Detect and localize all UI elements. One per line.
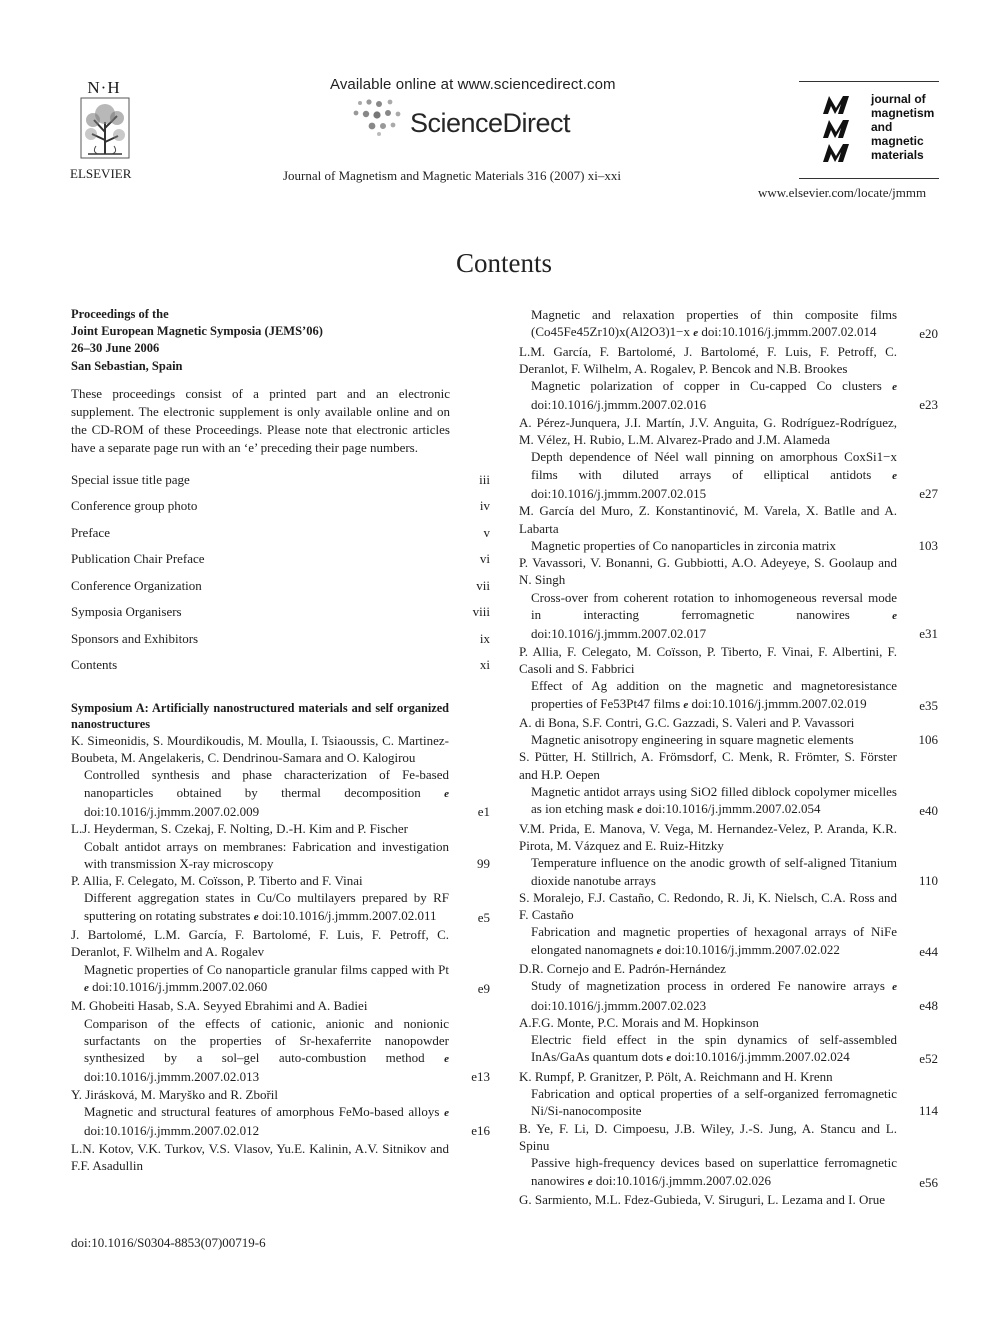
- proceedings-intro: These proceedings consist of a printed part and an electronic supplement. The electronic supplement is only available online and on the CD-ROM of these Proceedings. Please note that electronic articles have a separate page run with an ‘e’ preceding their page numbers.: [71, 385, 450, 455]
- entry-authors: A. Pérez-Junquera, J.I. Martín, J.V. Anguita, G. Rodríguez-Rodríguez, M. Vélez, H. Rubio, L.M. Alvarez-Prado and J.M. Alameda: [519, 414, 897, 448]
- jmmm-m-glyphs-icon: [819, 94, 867, 166]
- entry-title: Electric field effect in the spin dynamics of self-assembled InAs/GaAs quantum dots: [531, 1032, 897, 1065]
- entry-page-number: e35: [919, 697, 938, 713]
- entry-authors: M. Ghobeiti Hasab, S.A. Seyyed Ebrahimi and A. Badiei: [71, 998, 368, 1014]
- entry-title-block: [71, 838, 449, 873]
- electronic-article-icon: e: [892, 469, 897, 482]
- entry-authors: K. Simeonidis, S. Mourdikoudis, M. Moulla, I. Tsiaoussis, C. Martinez-Boubeta, M. Angelakeris, C. Dendrinou-Samara and O. Kalogirou: [71, 732, 449, 766]
- entry-doi-link[interactable]: doi:10.1016/j.jmmm.2007.02.012: [84, 1123, 260, 1139]
- front-matter-row[interactable]: [71, 577, 490, 604]
- entry-title: Fabrication and magnetic properties of hexagonal arrays of NiFe elongated nanomagnets: [531, 924, 897, 957]
- entry-title-block: [71, 961, 449, 998]
- entry-doi-link[interactable]: doi:10.1016/j.jmmm.2007.02.013: [84, 1069, 260, 1085]
- entry-title-block: [519, 1031, 897, 1068]
- entry-page-number: 114: [918, 1103, 938, 1119]
- jmmm-logo-line-3: and: [871, 120, 893, 134]
- entry-authors: P. Allia, F. Celegato, M. Coïsson, P. Tiberto, F. Vinai, F. Albertini, F. Casoli and S. Fabbrici: [519, 643, 897, 676]
- entry-page-number: e44: [919, 943, 938, 959]
- proceedings-heading-line: San Sebastian, Spain: [71, 358, 183, 373]
- entry-title-block: [519, 1085, 897, 1120]
- front-matter-list: [71, 471, 491, 683]
- entry-authors: L.N. Kotov, V.K. Turkov, V.S. Vlasov, Yu.E. Kalinin, A.V. Sitnikov and F.F. Asadullin: [71, 1140, 449, 1173]
- toc-entry[interactable]: [519, 889, 938, 960]
- entry-doi-link[interactable]: doi:10.1016/j.jmmm.2007.02.019: [691, 695, 867, 711]
- entry-title: Magnetic properties of Co nanoparticle granular films capped with Pt: [84, 961, 449, 977]
- entry-title: Temperature influence on the anodic growth of self-aligned Titanium dioxide nanotube arrays: [531, 855, 897, 888]
- electronic-article-icon: e: [637, 804, 643, 817]
- electronic-article-icon: e: [892, 381, 898, 394]
- entry-title-block: [519, 783, 897, 820]
- entry-page-number: 103: [918, 537, 938, 553]
- journal-logo-bottom-rule: [799, 178, 939, 179]
- front-matter-row[interactable]: [71, 524, 490, 551]
- entry-page-number: e52: [919, 1051, 938, 1067]
- entry-authors: D.R. Cornejo and E. Padrón-Hernández: [519, 960, 726, 976]
- electronic-article-icon: e: [444, 787, 449, 800]
- sciencedirect-wordmark: ScienceDirect: [410, 108, 571, 138]
- entry-page-number: e13: [471, 1069, 490, 1085]
- front-matter-title: Preface: [71, 524, 110, 540]
- entry-doi-link[interactable]: doi:10.1016/j.jmmm.2007.02.026: [595, 1172, 771, 1188]
- entry-title: Controlled synthesis and phase characterization of Fe-based nanoparticles obtained by thermal decomposition: [84, 767, 449, 800]
- front-matter-page: vii: [476, 577, 490, 593]
- entry-authors: Y. Jirásková, M. Maryško and R. Zbořil: [71, 1086, 279, 1102]
- entry-title: Magnetic properties of Co nanoparticles in zirconia matrix: [531, 537, 837, 553]
- front-matter-page: viii: [472, 604, 490, 620]
- proceedings-heading-line: Proceedings of the: [71, 307, 169, 321]
- entry-authors: L.M. García, F. Bartolomé, J. Bartolomé, F. Luis, F. Petroff, C. Deranlot, F. Wilhelm, A. Rogalev, P. Bencok and N.B. Brookes: [519, 343, 897, 376]
- entry-title: Magnetic polarization of copper in Cu-capped Co clusters: [531, 378, 882, 394]
- entry-title-block: [519, 377, 897, 414]
- entry-title-block: [519, 537, 897, 554]
- entry-authors: G. Sarmiento, M.L. Fdez-Gubieda, V. Siruguri, L. Lezama and I. Orue: [519, 1191, 885, 1207]
- electronic-article-icon: e: [444, 1053, 450, 1066]
- toc-entry[interactable]: [71, 872, 490, 926]
- right-column: [519, 306, 939, 1208]
- front-matter-title: Sponsors and Exhibitors: [71, 630, 199, 646]
- entry-title: Fabrication and optical properties of a self-organized ferromagnetic Ni/Si-nanocomposite: [531, 1086, 897, 1119]
- entry-page-number: e31: [919, 626, 938, 642]
- toc-entry[interactable]: [519, 1014, 938, 1068]
- entry-doi-link[interactable]: doi:10.1016/j.jmmm.2007.02.023: [531, 997, 707, 1013]
- entry-page-number: e16: [471, 1123, 490, 1139]
- entry-authors: L.J. Heyderman, S. Czekaj, F. Nolting, D.-H. Kim and P. Fischer: [71, 821, 408, 837]
- north-holland-mark: N·H: [87, 78, 121, 97]
- front-matter-title: Conference group photo: [71, 498, 198, 514]
- entry-authors: B. Ye, F. Li, D. Cimpoesu, J.B. Wiley, J.-S. Jung, A. Stancu and L. Spinu: [519, 1120, 897, 1153]
- jmmm-logo-line-5: materials: [871, 148, 924, 162]
- toc-entry[interactable]: [519, 643, 938, 714]
- proceedings-heading-line: 26–30 June 2006: [71, 341, 160, 356]
- toc-entry[interactable]: [519, 960, 938, 1014]
- entry-authors: M. García del Muro, Z. Konstantinović, M. Varela, X. Batlle and A. Labarta: [519, 503, 897, 536]
- entry-doi-link[interactable]: doi:10.1016/j.jmmm.2007.02.015: [531, 485, 707, 501]
- entry-title-block: [71, 1103, 449, 1140]
- electronic-article-icon: e: [892, 610, 898, 623]
- electronic-article-icon: e: [892, 981, 898, 994]
- front-matter-row[interactable]: [71, 603, 490, 630]
- proceedings-heading-line: Joint European Magnetic Symposia (JEMS’06): [71, 324, 323, 339]
- toc-entry[interactable]: [519, 714, 938, 749]
- entry-authors: K. Rumpf, P. Granitzer, P. Pölt, A. Reichmann and H. Krenn: [519, 1068, 833, 1084]
- entry-page-number: e23: [919, 397, 938, 413]
- entry-doi-link[interactable]: doi:10.1016/j.jmmm.2007.02.017: [531, 626, 707, 642]
- electronic-article-icon: e: [656, 944, 662, 957]
- entry-title-block: [71, 766, 449, 820]
- toc-entry[interactable]: [519, 343, 938, 414]
- electronic-article-icon: e: [444, 1107, 449, 1120]
- toc-entry[interactable]: [519, 306, 938, 343]
- toc-entry[interactable]: [519, 1191, 938, 1208]
- entry-title-block: [519, 448, 897, 502]
- toc-entry[interactable]: [519, 820, 938, 889]
- elsevier-tree-icon: [80, 96, 130, 160]
- front-matter-title: Contents: [71, 657, 118, 673]
- journal-citation: Journal of Magnetism and Magnetic Materials 316 (2007) xi–xxi: [283, 168, 621, 183]
- toc-entry[interactable]: [71, 1086, 490, 1140]
- jmmm-logo-line-4: magnetic: [871, 134, 924, 148]
- jmmm-logo-line-1: journal of: [871, 92, 926, 106]
- entry-title: Depth dependence of Néel wall pinning on amorphous CoxSi1−x films with diluted arrays of elliptical antidots: [531, 449, 897, 482]
- proceedings-heading: [71, 306, 491, 375]
- entry-page-number: e48: [919, 997, 938, 1013]
- left-entry-list: [71, 732, 491, 1174]
- journal-url-link[interactable]: www.elsevier.com/locate/jmmm: [758, 185, 927, 200]
- front-matter-page: iv: [479, 498, 490, 514]
- entry-authors: J. Bartolomé, L.M. García, F. Bartolomé, F. Luis, F. Petroff, C. Deranlot, F. Wilhelm and A. Rogalev: [71, 927, 449, 960]
- entry-page-number: e20: [919, 326, 938, 342]
- entry-page-number: e9: [477, 980, 490, 996]
- entry-page-number: e56: [919, 1174, 938, 1190]
- electronic-article-icon: e: [693, 327, 699, 340]
- entry-doi-link[interactable]: doi:10.1016/j.jmmm.2007.02.009: [84, 804, 260, 819]
- entry-doi-link[interactable]: doi:10.1016/j.jmmm.2007.02.016: [531, 397, 707, 413]
- toc-entry[interactable]: [519, 414, 938, 502]
- entry-authors: S. Pütter, H. Stillrich, A. Frömsdorf, C. Menk, R. Frömter, S. Förster and H.P. Oepen: [519, 749, 897, 782]
- entry-page-number: 106: [918, 732, 938, 748]
- entry-title: Magnetic anisotropy engineering in square magnetic elements: [531, 732, 854, 748]
- page-title: Contents: [455, 248, 552, 278]
- entry-title: Cobalt antidot arrays on membranes: Fabrication and investigation with transmission X-ray microscopy: [84, 838, 449, 871]
- entry-page-number: e27: [919, 485, 938, 501]
- front-matter-page: xi: [479, 657, 490, 673]
- electronic-article-icon: e: [666, 1052, 672, 1065]
- front-matter-row[interactable]: [71, 656, 490, 683]
- entry-authors: V.M. Prida, E. Manova, V. Vega, M. Hernandez-Velez, P. Aranda, K.R. Pirota, M. Vázquez and E. Ruiz-Hitzky: [519, 820, 897, 853]
- electronic-article-icon: e: [84, 981, 89, 994]
- entry-page-number: e1: [477, 804, 490, 819]
- toc-entry[interactable]: [519, 748, 938, 819]
- entry-title-block: [519, 923, 897, 960]
- entry-doi-link[interactable]: doi:10.1016/j.jmmm.2007.02.054: [645, 801, 821, 817]
- toc-entry[interactable]: [71, 1140, 490, 1175]
- entry-authors: P. Vavassori, V. Bonanni, G. Gubbiotti, A.O. Adeyeye, S. Goolaup and N. Singh: [519, 555, 897, 588]
- entry-doi-link[interactable]: doi:10.1016/j.jmmm.2007.02.024: [674, 1049, 850, 1065]
- toc-entry[interactable]: [519, 1120, 938, 1191]
- right-entry-list: [519, 306, 939, 1208]
- available-online-text: Available online at www.sciencedirect.com: [330, 76, 616, 93]
- front-matter-row[interactable]: [71, 471, 490, 498]
- entry-page-number: 99: [477, 855, 490, 871]
- entry-page-number: e5: [477, 909, 490, 925]
- front-matter-title: Publication Chair Preface: [71, 551, 205, 567]
- entry-title-block: [519, 977, 897, 1014]
- entry-title: Study of magnetization process in ordered Fe nanowire arrays: [531, 978, 885, 994]
- entry-page-number: 110: [918, 872, 938, 888]
- entry-authors: A.F.G. Monte, P.C. Morais and M. Hopkinson: [519, 1014, 759, 1030]
- jmmm-logo-line-2: magnetism: [871, 106, 935, 120]
- front-matter-page: v: [483, 524, 490, 540]
- electronic-article-icon: e: [587, 1175, 593, 1188]
- sciencedirect-dots-icon: [352, 98, 410, 136]
- entry-title-block: [71, 1015, 449, 1086]
- entry-title: Cross-over from coherent rotation to inhomogeneous reversal mode in interacting ferromagnetic nanowires: [531, 589, 897, 623]
- jmmm-journal-logo: [819, 94, 939, 168]
- entry-doi-link[interactable]: doi:10.1016/j.jmmm.2007.02.060: [92, 978, 268, 994]
- front-matter-row[interactable]: [71, 550, 490, 577]
- entry-authors: S. Moralejo, F.J. Castaño, C. Redondo, R. Ji, K. Nielsch, C.A. Ross and F. Castaño: [519, 889, 897, 923]
- entry-title: Magnetic antidot arrays using SiO2 filled diblock copolymer micelles as ion etching mask: [531, 784, 897, 817]
- footer-doi: doi:10.1016/S0304-8853(07)00719-6: [71, 1235, 266, 1250]
- entry-title: Passive high-frequency devices based on superlattice ferromagnetic nanowires: [531, 1155, 897, 1188]
- electronic-article-icon: e: [253, 910, 259, 923]
- entry-page-number: e40: [919, 803, 938, 819]
- entry-title: Magnetic and relaxation properties of thin composite films (Co45Fe45Zr10)x(Al2O3)1−x: [531, 307, 897, 340]
- electronic-article-icon: e: [683, 698, 689, 711]
- front-matter-row[interactable]: [71, 630, 490, 657]
- entry-doi-link[interactable]: doi:10.1016/j.jmmm.2007.02.014: [701, 324, 877, 340]
- toc-entry[interactable]: [71, 820, 490, 872]
- left-column: [71, 306, 491, 1174]
- entry-title: Comparison of the effects of cationic, anionic and nonionic surfactants on the properties of Sr-hexaferrite nanopowder synthesized by a sol–gel auto-combustion method: [84, 1015, 449, 1066]
- front-matter-title: Conference Organization: [71, 577, 202, 593]
- entry-title: Magnetic and structural features of amorphous FeMo-based alloys: [84, 1104, 440, 1120]
- entry-title-block: [71, 889, 449, 926]
- entry-title-block: [519, 854, 897, 889]
- entry-authors: A. di Bona, S.F. Contri, G.C. Gazzadi, S. Valeri and P. Vavassori: [519, 714, 855, 730]
- entry-doi-link[interactable]: doi:10.1016/j.jmmm.2007.02.022: [664, 941, 840, 957]
- entry-title-block: [519, 731, 897, 748]
- toc-entry[interactable]: [519, 554, 938, 642]
- entry-title-block: [519, 589, 897, 643]
- toc-entry[interactable]: [71, 926, 490, 997]
- front-matter-title: Symposia Organisers: [71, 604, 182, 620]
- front-matter-row[interactable]: [71, 497, 490, 524]
- entry-title: Different aggregation states in Cu/Co multilayers prepared by RF sputtering on rotating substrates: [84, 890, 449, 923]
- toc-entry[interactable]: [519, 1068, 938, 1120]
- symposium-heading: Symposium A: Artificially nanostructured materials and self organized nanostructures: [71, 700, 449, 731]
- front-matter-page: iii: [479, 471, 490, 487]
- entry-title: Effect of Ag addition on the magnetic and magnetoresistance properties of Fe53Pt47 films: [531, 678, 897, 711]
- front-matter-title: Special issue title page: [71, 471, 190, 487]
- front-matter-page: vi: [479, 551, 490, 567]
- front-matter-page: ix: [479, 630, 490, 646]
- toc-entry[interactable]: [519, 502, 938, 554]
- toc-entry[interactable]: [71, 997, 490, 1085]
- entry-title-block: [519, 306, 897, 343]
- entry-title-block: [519, 677, 897, 714]
- entry-authors: P. Allia, F. Celegato, M. Coïsson, P. Tiberto and F. Vinai: [71, 873, 363, 889]
- journal-logo-top-rule: [799, 81, 939, 82]
- entry-doi-link[interactable]: doi:10.1016/j.jmmm.2007.02.011: [261, 907, 437, 923]
- toc-entry[interactable]: [71, 732, 490, 820]
- publisher-name: ELSEVIER: [70, 166, 132, 181]
- entry-title-block: [519, 1154, 897, 1191]
